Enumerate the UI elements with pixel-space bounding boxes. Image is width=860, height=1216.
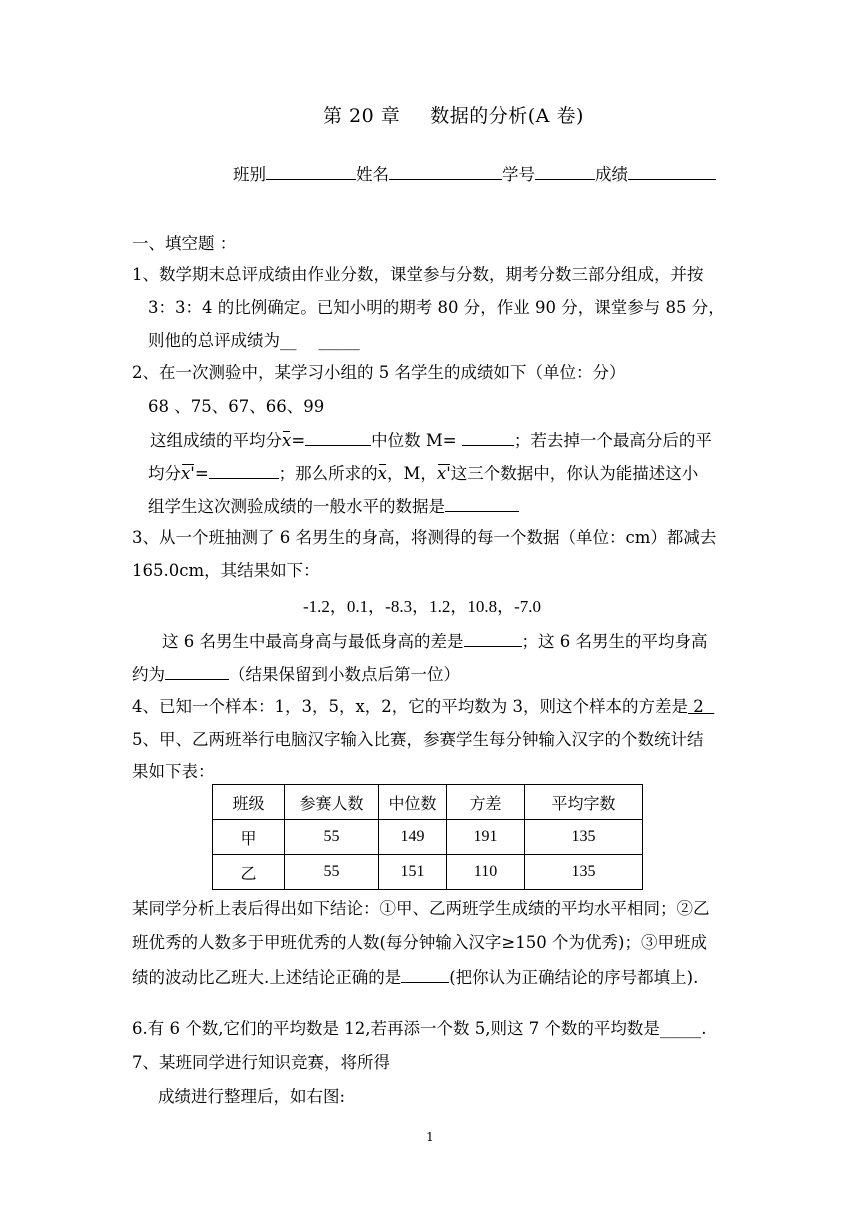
table-cell: 55 [285, 820, 379, 855]
q5-line-2: 果如下表： [132, 762, 215, 781]
q2-scores: 68 、75、67、66、99 [148, 397, 325, 416]
q2-equals-2: = [194, 464, 209, 483]
q5-line-1: 5、甲、乙两班举行电脑汉字输入比赛，参赛学生每分钟输入汉字的个数统计结 [132, 730, 704, 749]
score-label: 成绩 [595, 165, 628, 184]
q5-conclusion-2: 班优秀的人数多于甲班优秀的人数(每分钟输入汉字≥150 个为优秀)；③甲班成 [132, 933, 707, 952]
q3-line-5-tail: （结果保留到小数点后第一位） [229, 665, 460, 684]
section-heading: 一、填空题 ： [132, 234, 237, 253]
name-label: 姓名 [356, 165, 389, 184]
table-row [213, 855, 643, 890]
q3-line-4-tail: ；这 6 名男生的平均身高 [521, 632, 708, 651]
q5-conclusion-1: 某同学分析上表后得出如下结论：①甲、乙两班学生成绩的平均水平相同；②乙 [132, 899, 710, 918]
q2-line-3 [150, 429, 712, 452]
q4-line [132, 696, 714, 718]
q5-answer-blank[interactable] [401, 966, 449, 983]
student-info-line [233, 163, 716, 186]
table-cell: 甲 [213, 820, 285, 855]
q2-median-label: 中位数 M= [371, 431, 462, 450]
q2-line-4 [148, 462, 698, 485]
q2-mean2-blank[interactable] [209, 462, 279, 479]
chapter-title: 数据的分析(A 卷) [430, 105, 584, 127]
q5-conclusion-3-tail: (把你认为正确结论的序号都填上). [449, 968, 699, 987]
table-cell: 乙 [213, 855, 285, 890]
q2-line-4-sep: ，M， [386, 464, 437, 483]
table-header-cell: 平均字数 [525, 785, 643, 820]
q3-line-4 [162, 630, 708, 653]
q3-avg-label: 约为 [132, 665, 165, 684]
x-bar-symbol-2: x [377, 464, 387, 483]
q2-line-4-mid: ；那么所求的 [278, 464, 378, 483]
number-field[interactable] [535, 163, 595, 180]
q2-mean2-label: 均分 [148, 464, 181, 483]
q3-line-2: 165.0cm，其结果如下： [132, 561, 320, 580]
q1-line-2: 3：3：4 的比例确定。已知小明的期考 80 分，作业 90 分，课堂参与 85 分， [148, 298, 725, 317]
q1-line-3-text: 则他的总评成绩为__ [148, 331, 297, 350]
q5-conclusion-3-text: 绩的波动比乙班大.上述结论正确的是 [132, 968, 402, 987]
x-prime-bar-symbol-2: x' [436, 464, 451, 483]
q6-line [132, 1018, 706, 1040]
q4-answer: 2 [688, 697, 715, 716]
q6-answer-blank[interactable]: _____. [659, 1019, 707, 1038]
q2-line-1: 2、在一次测验中，某学习小组的 5 名学生的成绩如下（单位：分） [132, 363, 626, 382]
score-field[interactable] [628, 163, 716, 180]
page-title [323, 105, 584, 127]
q2-line-5 [148, 495, 519, 518]
q3-line-5 [132, 663, 460, 686]
page-number: 1 [426, 1130, 434, 1144]
q7-line-2: 成绩进行整理后，如右图: [158, 1087, 346, 1106]
table-header-cell: 参赛人数 [285, 785, 379, 820]
stats-table [212, 784, 643, 890]
q3-avg-blank[interactable] [165, 663, 229, 680]
q2-line-3-tail: ；若去掉一个最高分后的平 [513, 431, 712, 450]
table-cell: 135 [525, 820, 643, 855]
table-header-cell: 中位数 [379, 785, 447, 820]
q2-level-blank[interactable] [445, 495, 519, 512]
q5-conclusion-3 [132, 966, 698, 989]
x-prime-bar-symbol: x' [181, 464, 195, 483]
q4-text: 4、已知一个样本：1，3，5，x，2，它的平均数为 3，则这个样本的方差是 [132, 697, 689, 716]
table-cell: 135 [525, 855, 643, 890]
table-row [213, 820, 643, 855]
x-bar-symbol: x [282, 431, 292, 450]
class-label: 班别 [233, 165, 266, 184]
q1-line-3 [148, 330, 360, 352]
table-cell: 191 [447, 820, 525, 855]
number-label: 学号 [502, 165, 535, 184]
table-header-cell: 方差 [447, 785, 525, 820]
q2-median-blank[interactable] [462, 429, 514, 446]
q3-range-label: 这 6 名男生中最高身高与最低身高的差是 [162, 632, 464, 651]
q1-answer-blank[interactable]: _____ [318, 331, 360, 350]
q2-line-5-text: 组学生这次测验成绩的一般水平的数据是 [148, 497, 445, 516]
q3-range-blank[interactable] [464, 630, 522, 647]
table-header-cell: 班级 [213, 785, 285, 820]
q3-data: -1.2，0.1，-8.3，1.2，10.8，-7.0 [303, 597, 541, 616]
name-field[interactable] [389, 163, 502, 180]
table-cell: 149 [379, 820, 447, 855]
q2-line-4-tail: 这三个数据中，你认为能描述这小 [450, 464, 699, 483]
table-cell: 55 [285, 855, 379, 890]
q2-equals: = [291, 431, 306, 450]
chapter-number: 第 20 章 [323, 105, 401, 127]
q1-line-1: 1、数学期末总评成绩由作业分数，课堂参与分数，期考分数三部分组成，并按 [132, 265, 704, 284]
table-cell: 110 [447, 855, 525, 890]
q2-mean-blank[interactable] [305, 429, 371, 446]
q2-mean-label: 这组成绩的平均分 [150, 431, 282, 450]
class-field[interactable] [266, 163, 356, 180]
table-header-row [213, 785, 643, 820]
q3-line-1: 3、从一个班抽测了 6 名男生的身高，将测得的每一个数据（单位：cm）都减去 [132, 528, 717, 547]
table-cell: 151 [379, 855, 447, 890]
q6-text: 6.有 6 个数,它们的平均数是 12,若再添一个数 5,则这 7 个数的平均数是 [132, 1019, 660, 1038]
q7-line-1: 7、某班同学进行知识竞赛，将所得 [132, 1053, 390, 1072]
